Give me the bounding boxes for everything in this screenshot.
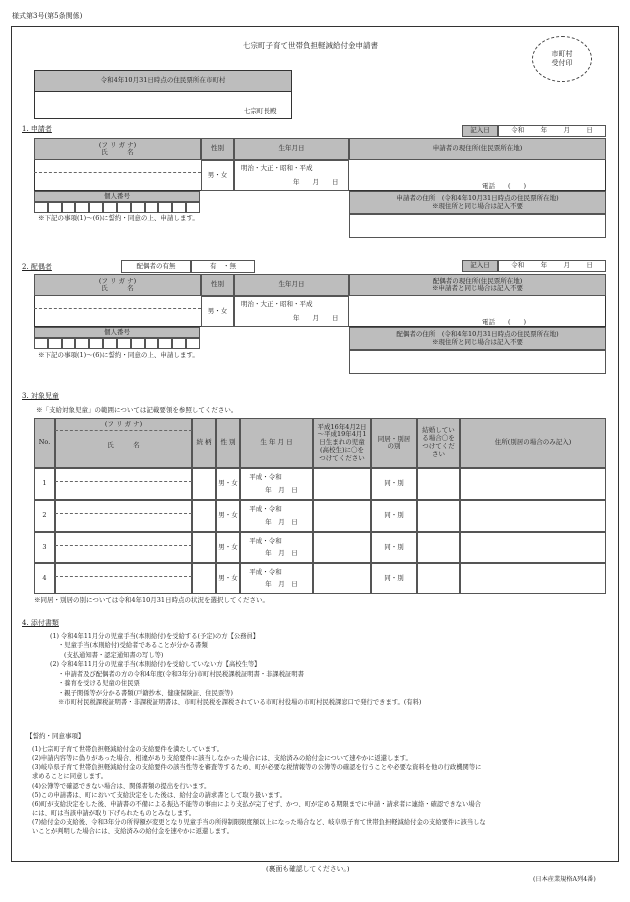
entry-date-day: 日 xyxy=(586,126,593,135)
attachment-line: (2) 令和4年11月分の児童手当(本則給付)を受給していない方【高校生等】 xyxy=(50,661,261,669)
child-row-birth-ymd: 年 月 日 xyxy=(265,517,298,526)
child-row-relation[interactable] xyxy=(192,563,216,594)
child-row-cohab[interactable]: 同・別 xyxy=(371,500,417,532)
child-row-birth-era: 平成・令和 xyxy=(249,473,282,482)
child-row-birth-ymd: 年 月 日 xyxy=(265,580,298,588)
child-row-married[interactable] xyxy=(417,532,460,563)
children-name-label: 氏 名 xyxy=(107,441,140,450)
spouse-address-header xyxy=(349,274,606,296)
children-footnote: ※同居・別居の別については令和4年10月31日時点の状況を選択してください。 xyxy=(34,596,270,604)
child-row-birth[interactable] xyxy=(240,500,313,532)
child-row-married[interactable] xyxy=(417,500,460,532)
child-row-cohab[interactable]: 同・別 xyxy=(371,532,417,563)
applicant-pledge-note: ※下記の事項(1)～(6)に誓約・同意の上、申請します。 xyxy=(38,214,199,222)
spouse-address-h2: ※申請者と同じ場合は記入不要 xyxy=(432,284,523,292)
applicant-gender-field[interactable]: 男・女 xyxy=(201,160,234,191)
stamp-line-1: 市町村 xyxy=(551,49,573,58)
spouse-name-header xyxy=(34,274,201,296)
section-spouse: 2. 配偶者 xyxy=(22,263,52,271)
children-hs-h2: ～平成19年4月1 xyxy=(317,430,367,439)
form-code: 様式第3号(第5条関係) xyxy=(12,12,83,20)
child-row-relation[interactable] xyxy=(192,468,216,500)
child-row-birth[interactable] xyxy=(240,468,313,500)
children-hs-header xyxy=(313,418,371,468)
children-married-h2: る場合〇を xyxy=(422,434,455,443)
child-row-hs[interactable] xyxy=(313,500,371,532)
children-cohab-h1: 同居・別居 xyxy=(377,434,411,443)
child-row-name[interactable] xyxy=(55,563,192,594)
child-row-name[interactable] xyxy=(55,500,192,532)
pledge-heading: 【誓約・同意事項】 xyxy=(26,732,85,740)
child-row-address[interactable] xyxy=(460,500,606,532)
child-row-furigana-line xyxy=(55,513,192,514)
child-row-birth-ymd: 年 月 日 xyxy=(265,549,298,557)
spouse-presence-label: 配偶者の有無 xyxy=(121,260,191,273)
attachment-line: (1) 令和4年11月分の児童手当(本則給付)を受給する(予定)の方【公務員】 xyxy=(50,633,260,640)
child-row-name[interactable] xyxy=(55,532,192,563)
applicant-gender-header: 性別 xyxy=(201,138,234,160)
see-back-note: (裏面も確認してください。) xyxy=(266,865,350,873)
applicant-id-label: 個人番号 xyxy=(34,191,200,202)
children-furigana-label: (フ リ ガ ナ) xyxy=(104,420,143,428)
spouse-entry-date-month: 月 xyxy=(563,261,570,270)
spouse-reg-address-header xyxy=(349,327,606,350)
child-row-no: 4 xyxy=(34,563,55,594)
applicant-name-header xyxy=(34,138,201,160)
spouse-pledge-note: ※下記の事項(1)～(6)に誓約・同意の上、申請します。 xyxy=(38,351,199,359)
applicant-reg-address-header xyxy=(349,191,606,214)
child-row-address[interactable] xyxy=(460,563,606,594)
spouse-presence-value[interactable]: 有 ・無 xyxy=(191,260,255,273)
child-row-married[interactable] xyxy=(417,563,460,594)
pledge-line: には、町は当該申請が取り下げられたものとみなします。 xyxy=(32,809,196,817)
applicant-id-boxes[interactable] xyxy=(34,202,200,213)
spouse-entry-date-label: 記入日 xyxy=(462,260,498,272)
entry-date-year: 年 xyxy=(540,126,548,135)
pledge-list xyxy=(32,745,486,836)
children-birth-header: 生 年 月 日 xyxy=(240,418,313,468)
applicant-address-header: 申請者の現住所(住民票所在地) xyxy=(349,138,606,160)
stamp-line-2: 受付印 xyxy=(551,59,573,67)
attachment-line: ・児童手当(本則給付)受給者であることが分かる書類 xyxy=(58,642,208,650)
children-married-h1: 結婚してい xyxy=(422,426,455,435)
applicant-reg-address-h1: 申請者の住所 (令和4年10月31日時点の住民票所在地) xyxy=(396,194,559,203)
children-header-furigana-line xyxy=(55,430,192,431)
spouse-address-h1: 配偶者の現住所(住民票所在地) xyxy=(432,276,523,285)
children-cohab-header xyxy=(371,418,417,468)
applicant-furigana-line xyxy=(34,172,201,173)
child-row-gender[interactable]: 男・女 xyxy=(216,532,240,563)
child-row-gender[interactable]: 男・女 xyxy=(216,500,240,532)
pledge-line: (4)公簿等で確認できない場合は、関係書類の提出を行います。 xyxy=(32,782,211,790)
child-row-address[interactable] xyxy=(460,468,606,500)
spouse-birth-field[interactable] xyxy=(234,296,349,327)
children-relation-header: 続 柄 xyxy=(192,418,216,468)
children-hs-h5: つけてください xyxy=(319,453,365,462)
municipality-header: 令和4年10月31日時点の住民票所在市町村 xyxy=(34,70,292,92)
children-married-h3: つけてくだ xyxy=(422,442,455,450)
spouse-gender-header: 性別 xyxy=(201,274,234,296)
applicant-reg-address-field[interactable] xyxy=(349,214,606,238)
spouse-phone[interactable]: 電話 ( ) xyxy=(482,318,527,326)
applicant-phone[interactable]: 電話 ( ) xyxy=(482,182,527,190)
child-row-name[interactable] xyxy=(55,468,192,500)
pledge-line: 求めることに同意します。 xyxy=(32,773,108,781)
applicant-birth-field[interactable] xyxy=(234,160,349,191)
child-row-no: 2 xyxy=(34,500,55,532)
section-applicant: 1. 申請者 xyxy=(22,125,52,133)
spouse-id-label: 個人番号 xyxy=(34,327,200,338)
mayor-addressee: 七宗町長殿 xyxy=(244,107,277,115)
children-married-header xyxy=(417,418,460,468)
children-cohab-h2: の別 xyxy=(387,442,401,450)
spouse-entry-date-day: 日 xyxy=(586,261,593,270)
children-note: ※「支給対象児童」の範囲については記載要領を参照してください。 xyxy=(36,406,238,414)
entry-date-era: 令和 xyxy=(511,126,525,135)
spouse-birth-header: 生年月日 xyxy=(234,274,349,296)
pledge-line: (6)町が支給決定をした後、申請書の不備による振込不能等の事由により支払が完了せず、かつ、町が定める期限までに申請・請求者に連絡・確認できない場合 xyxy=(32,800,481,808)
child-row-cohab[interactable]: 同・別 xyxy=(371,468,417,500)
spouse-gender-field[interactable]: 男・女 xyxy=(201,296,234,327)
child-row-birth-era: 平成・令和 xyxy=(249,567,282,576)
child-row-furigana-line xyxy=(55,576,192,577)
child-row-no: 3 xyxy=(34,532,55,563)
applicant-birth-eras: 明治・大正・昭和・平成 xyxy=(241,164,313,173)
spouse-furigana-label: (フ リ ガ ナ) xyxy=(98,276,137,285)
entry-date-month: 月 xyxy=(563,126,570,135)
child-row-relation[interactable] xyxy=(192,500,216,532)
pledge-line: (3)岐阜県子育て世帯負担軽減給付金の支給要件の該当性等を審査等するため、町が必要な税情報等の公簿等の確認を行うことや必要な資料を他の行政機関等に xyxy=(32,764,482,772)
spouse-birth-ymd: 年 月 日 xyxy=(293,313,339,322)
children-name-header xyxy=(55,418,192,468)
children-married-h4: さい xyxy=(432,449,445,458)
children-address-header: 住所(別居の場合のみ記入) xyxy=(460,418,606,468)
pledge-line: (2)申請内容等に偽りがあった場合、相違があり支給要件に該当しなかった場合には、支給済みの給付金について速やかに返還します。 xyxy=(32,755,412,763)
spouse-furigana-line xyxy=(34,308,201,309)
section-children: 3. 対象児童 xyxy=(22,392,59,400)
applicant-reg-address-h2: ※現住所と同じ場合は記入不要 xyxy=(432,201,523,210)
children-no-header: No. xyxy=(34,418,55,468)
reception-stamp-area xyxy=(532,36,592,82)
spouse-entry-date-era: 令和 xyxy=(511,261,525,270)
child-row-furigana-line xyxy=(55,481,192,482)
child-row-birth[interactable] xyxy=(240,532,313,563)
pledge-line: (1)七宗町子育て世帯負担軽減給付金の支給要件を満たしています。 xyxy=(32,746,224,753)
spouse-entry-date-year: 年 xyxy=(540,261,548,270)
attachment-line: ・親子関係等が分かる書類(戸籍抄本、健康保険証、住民票等) xyxy=(58,689,233,697)
children-hs-h1: 平成16年4月2日 xyxy=(317,422,367,431)
spouse-entry-date-field[interactable] xyxy=(498,260,606,272)
child-row-birth[interactable] xyxy=(240,563,313,594)
child-row-birth-ymd: 年 月 日 xyxy=(265,485,298,494)
attachment-line: (支払通知書・認定通知書の写し等) xyxy=(64,651,164,659)
child-row-hs[interactable] xyxy=(313,563,371,594)
applicant-birth-ymd: 年 月 日 xyxy=(293,177,339,186)
attachment-line: ・申請者及び配偶者の方の令和4年度(令和3年分)市町村民税課税証明書・非課税証明書 xyxy=(58,670,304,678)
applicant-birth-header: 生年月日 xyxy=(234,138,349,160)
child-row-hs[interactable] xyxy=(313,468,371,500)
pledge-line: (5)この申請書は、町において支給決定をした後は、給付金の請求書として取り扱います。 xyxy=(32,791,286,799)
children-hs-h3: 日生まれの児童 xyxy=(319,438,365,447)
child-row-hs[interactable] xyxy=(313,532,371,563)
entry-date-label: 記入日 xyxy=(462,125,498,137)
spouse-reg-address-h2: ※現住所と同じ場合は記入不要 xyxy=(432,337,523,346)
children-gender-header: 性 別 xyxy=(216,418,240,468)
attachment-line: ※市町村民税課税証明書・非課税証明書は、市町村民税を課税されている市町村役場の市町村民税課窓口で発行できます。(有料) xyxy=(58,699,422,707)
pledge-line: いことが判明した場合には、支給済みの給付金を速やかに返還します。 xyxy=(32,828,233,836)
section-attachments: 4. 添付書類 xyxy=(22,619,59,627)
applicant-name-label: 氏 名 xyxy=(101,148,134,156)
spouse-id-boxes[interactable] xyxy=(34,338,200,349)
spouse-reg-address-h1: 配偶者の住所 (令和4年10月31日時点の住民票所在地) xyxy=(396,330,559,339)
spouse-birth-eras: 明治・大正・昭和・平成 xyxy=(241,300,313,309)
spouse-name-label: 氏 名 xyxy=(101,284,134,292)
child-row-married[interactable] xyxy=(417,468,460,500)
applicant-furigana-label: (フ リ ガ ナ) xyxy=(98,140,137,149)
child-row-birth-era: 平成・令和 xyxy=(249,536,282,545)
entry-date-field[interactable] xyxy=(498,125,606,137)
child-row-birth-era: 平成・令和 xyxy=(249,505,282,514)
paper-size-note: (日本産業規格A列4番) xyxy=(533,876,596,883)
child-row-gender[interactable]: 男・女 xyxy=(216,563,240,594)
children-hs-h4: (高校生)に〇を xyxy=(319,445,365,454)
form-title: 七宗町子育て世帯負担軽減給付金申請書 xyxy=(243,41,378,50)
child-row-relation[interactable] xyxy=(192,532,216,563)
child-row-cohab[interactable]: 同・別 xyxy=(371,563,417,594)
child-row-gender[interactable]: 男・女 xyxy=(216,468,240,500)
pledge-line: (7)給付金の支給後、令和3年分の所得額が変更となり児童手当の所得制限限度額以上になった場合など、岐阜県子育て世帯負担軽減給付金の支給要件に該当しな xyxy=(32,819,486,826)
child-row-address[interactable] xyxy=(460,532,606,563)
child-row-furigana-line xyxy=(55,545,192,546)
child-row-no: 1 xyxy=(34,468,55,500)
spouse-reg-address-field[interactable] xyxy=(349,350,606,374)
attachment-line: ・養育を受ける児童の住民票 xyxy=(58,680,140,688)
attachments-list xyxy=(50,632,421,708)
